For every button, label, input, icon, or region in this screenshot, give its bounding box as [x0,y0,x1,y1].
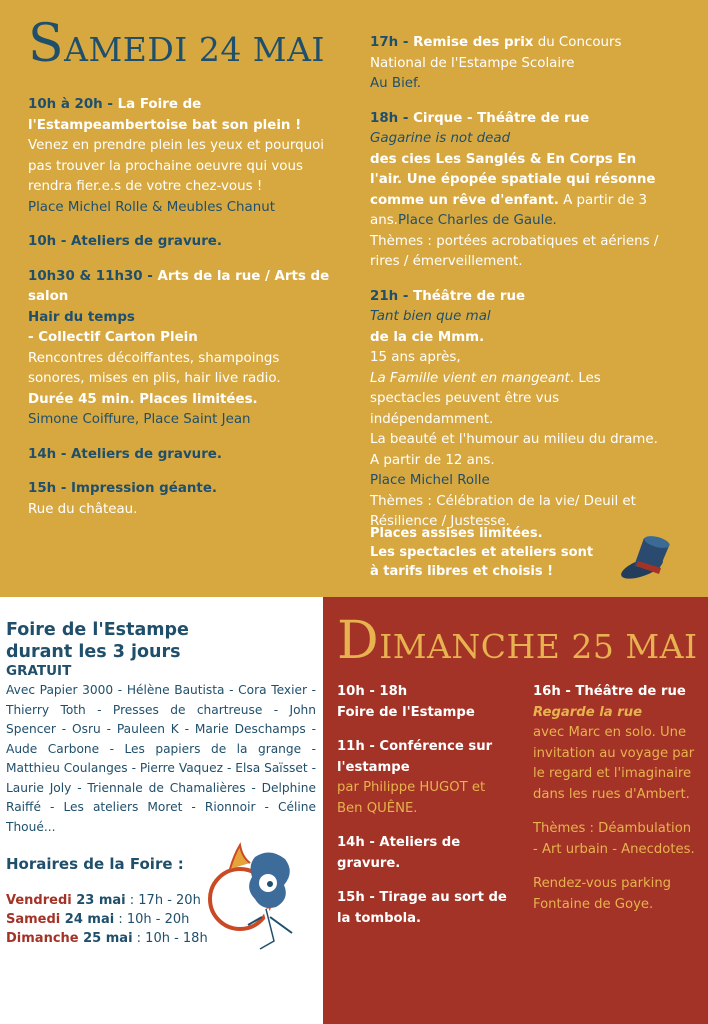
sunday-title: DIMANCHE 25 MAI [337,611,698,671]
entry-text: Place Michel Rolle & Meubles Chanut [28,199,275,215]
sunday-right-column [533,682,698,929]
saturday-notice: Places assises limitées. Les spectacles et ateliers sont à tarifs libres et choisis ! [370,526,594,579]
entry-text: Rue du château. [28,501,138,517]
schedule-entry [28,445,338,466]
foire-panel [0,597,323,1024]
hours-row: Dimanche 25 mai : 10h - 18h [6,931,208,946]
schedule-entry [370,109,670,273]
foire-heading: Foire de l'Estampe [6,620,189,640]
entry-text: Durée 45 min. Places limitées. [28,391,258,407]
entry-text: La beauté et l'humour au milieu du drame. A partir de 12 ans. [370,432,658,468]
entry-text: La Foire de l'Estampe [28,97,202,133]
entry-separator: - [142,268,158,284]
entry-text: Rencontres décoiffantes, shampoings sonores, mises en plis, hair live radio. [28,350,281,386]
hours-title: Horaires de la Foire : [6,855,184,873]
schedule-entry [337,833,507,874]
free-label: GRATUIT [6,663,72,679]
schedule-entry [28,232,338,253]
entry-text: Tant bien que mal [370,309,491,324]
entry-text: 10h - 18h [337,684,408,699]
schedule-entry [533,682,698,805]
hours-row: Vendredi 23 mai : 17h - 20h [6,893,201,908]
entry-text: 15h - Tirage au sort de la tombola. [337,890,507,926]
entry-time: 15h - Impression géante. [28,481,217,496]
entry-text: Théâtre de rue [413,288,526,304]
entry-text: de la cie Mmm. [370,329,485,345]
entry-text: ambertoise bat son plein ! [101,117,302,133]
artists-list: Avec Papier 3000 - Hélène Bautista - Cora Texier - Thierry Toth - Presses de chartreuse - John Spencer - Osru - Pauleen K - Marie Deschamps - Aude Carbone - Les papiers de la grange - Matthieu Coulanges - Pierre Vaquez - Elsa Saïsset - Laurie Joly - Triennale de Chamalières - Delphine Raiffé - Les ateliers Moret - Rionnoir - Céline Thoué... [6,683,316,834]
entry-text: Arts de la rue / Arts de salon [28,268,330,304]
entry-time: 14h - Ateliers de gravure. [28,446,222,462]
entry-text: Thèmes : Célébration de la vie/ Deuil et Résilience / Justesse. [370,493,636,529]
entry-time: 17h [370,35,399,50]
entry-text: Cirque - Théâtre de rue [413,110,590,126]
schedule-entry [337,888,507,929]
entry-text: 14h - Ateliers de gravure. [337,835,461,871]
schedule-entry [337,682,507,723]
entry-text: Rendez-vous parking Fontaine de Goye. [533,876,672,912]
top-hat-icon [614,528,684,588]
entry-text: Gagarine is not dead [370,131,511,146]
entry-separator: - [398,110,414,126]
sunday-panel [323,597,708,1024]
schedule-entry [28,267,338,431]
entry-text: La Famille vient en mangeant [370,370,570,386]
entry-text: Simone Coiffure, Place Saint Jean [28,412,251,427]
schedule-entry [370,33,670,95]
entry-text: Regarde la rue [533,704,643,720]
entry-text: 11h - Conférence sur l'estampe [337,739,493,775]
schedule-entry [337,737,507,819]
entry-time: 18h [370,110,399,126]
foire-heading-sub: durant les 3 jours [6,642,181,662]
hours-row: Samedi 24 mai : 10h - 20h [6,912,190,927]
entry-text: des cies Les Sanglés & En Corps En l'air. Une épopée spatiale qui résonne comme un rêve d'enfant. [370,151,656,208]
entry-time: 10h à 20h [28,97,103,112]
entry-time: 10h - Ateliers de gravure. [28,234,222,249]
entry-text: - Collectif Carton Plein [28,330,198,345]
entry-separator: - [102,97,118,112]
schedule-entry [28,479,338,520]
sunday-left-column [337,682,507,943]
entry-text: Foire de l'Estampe [337,704,475,720]
saturday-left-column [28,95,338,534]
entry-text: Venez en prendre plein les yeux et pourquoi pas trouver la prochaine oeuvre qui vous rendra fier.e.s de votre chez-vous ! [28,138,325,194]
entry-text: Au Bief. [370,76,422,91]
entry-separator: - [398,288,414,304]
schedule-entry [370,287,670,533]
performer-illustration [200,837,310,977]
saturday-title: SAMEDI 24 MAI [28,14,325,74]
entry-text: du Concours National de l'Estampe Scolaire [370,35,622,71]
schedule-entry [28,95,338,218]
saturday-right-column [370,33,670,547]
schedule-entry [533,874,698,915]
entry-text: Place Charles de Gaule. [397,213,557,228]
entry-text: 15 ans après, [370,350,461,365]
entry-text: par Philippe HUGOT et Ben QUÊNE. [337,780,486,816]
entry-text: Place Michel Rolle [370,473,490,488]
entry-text: avec Marc en solo. Une invitation au voyage par le regard et l'imaginaire dans les rues d'Ambert. [533,725,695,802]
entry-text: Hair du temps [28,309,135,325]
entry-text: Thèmes : portées acrobatiques et aériens / rires / émerveillement. [370,233,659,269]
entry-text: 16h - Théâtre de rue [533,684,686,699]
entry-time: 21h [370,288,399,304]
entry-separator: - [398,35,414,50]
entry-text: Remise des prix [413,35,534,50]
entry-time: 10h30 & 11h30 [28,268,143,284]
entry-text: . Les spectacles peuvent être vus indépendamment. [370,370,601,427]
entry-text: A partir de 3 ans. [370,192,647,228]
schedule-entry [533,819,698,860]
entry-text: Thèmes : Déambulation - Art urbain - Anecdotes. [533,821,695,857]
